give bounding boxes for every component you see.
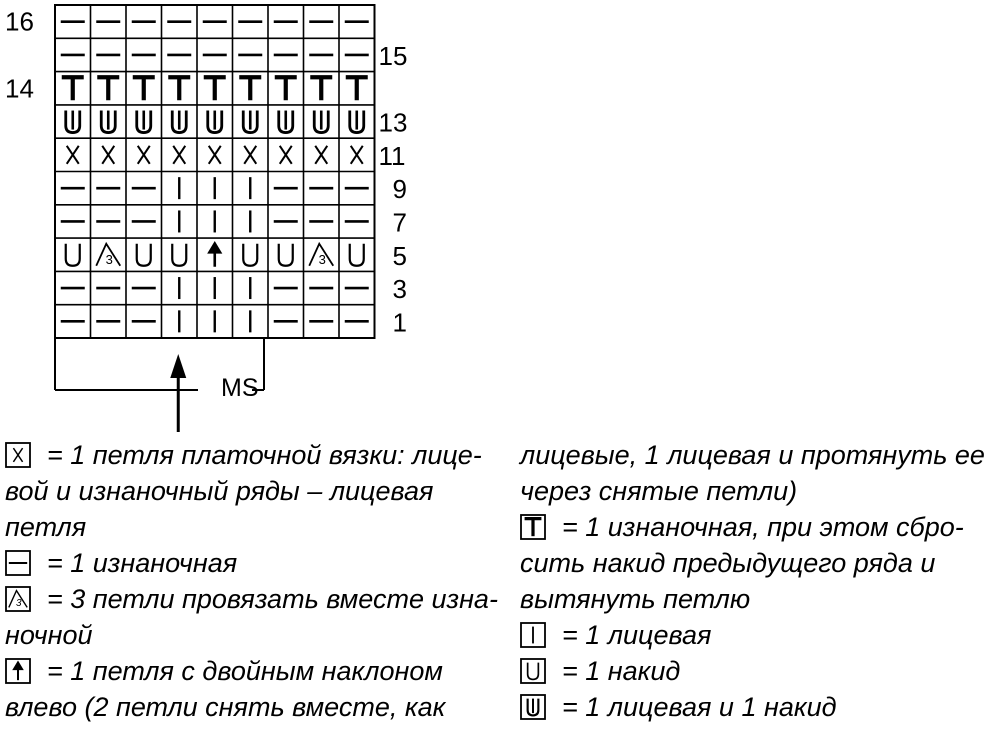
legend-symbol-knit-icon <box>520 622 546 648</box>
legend-line <box>520 617 1000 653</box>
legend-symbol-double-dec-icon <box>5 658 31 684</box>
legend-line <box>520 473 1000 509</box>
row-number-right: 3 <box>392 274 407 305</box>
chart-cell-knit-yo <box>66 111 80 133</box>
chart-cell-yo <box>243 244 257 266</box>
legend-text: = 1 изнаночная, при этом сбро- <box>562 512 964 542</box>
a3-subscript: 3 <box>15 597 22 609</box>
chart-cell-knit-tbl <box>67 146 79 164</box>
chart-cell-yo <box>350 244 364 266</box>
chart-cell-knit-yo <box>314 111 328 133</box>
legend-text: = 1 изнаночная <box>47 548 238 578</box>
a3-subscript: 3 <box>318 251 326 267</box>
chart-cell-knit-tbl <box>244 146 256 164</box>
row-number-left: 14 <box>5 73 34 104</box>
legend-text: петля <box>5 512 87 542</box>
row-number-right: 5 <box>392 240 407 271</box>
legend-text: влево (2 петли снять вместе, как <box>5 692 446 722</box>
chart-cell-purl3tog <box>96 244 120 267</box>
chart-cell-drop-yo <box>204 77 226 100</box>
chart-cell-knit-yo <box>279 111 293 133</box>
chart-cell-purl3tog <box>309 244 333 267</box>
chart-cell-drop-yo <box>62 77 84 100</box>
legend-entry-none <box>520 437 1000 509</box>
legend-line <box>520 509 1000 545</box>
legend-text: = 1 лицевая и 1 накид <box>562 692 837 722</box>
legend-line <box>520 689 1000 725</box>
chart-cell-drop-yo <box>275 77 297 100</box>
legend-line <box>520 437 1000 473</box>
legend-symbol-knit-tbl-icon <box>5 442 31 468</box>
chart-cell-knit-tbl <box>351 146 363 164</box>
legend-entry-purl <box>5 545 485 581</box>
chart-cell-yo <box>279 244 293 266</box>
legend-entry-knit <box>520 617 1000 653</box>
legend-text: = 3 петли провязать вместе изна- <box>47 584 498 614</box>
repeat-label: MS <box>221 374 259 402</box>
legend-text: через снятые петли) <box>520 476 798 506</box>
chart-cell-knit-yo <box>137 111 151 133</box>
legend-symbol-purl-icon <box>5 550 31 576</box>
legend-symbol-purl3tog-icon <box>5 586 31 612</box>
row-number-right: 9 <box>392 174 407 205</box>
legend-line <box>5 617 485 653</box>
legend-line <box>520 581 1000 617</box>
legend-entry-double-dec <box>5 653 485 725</box>
chart-cell-drop-yo <box>239 77 261 100</box>
legend-text: ночной <box>5 620 93 650</box>
legend-text: вытянуть петлю <box>520 584 751 614</box>
chart-cell-double-dec <box>209 243 221 267</box>
legend-entry-knit-yo <box>520 689 1000 725</box>
chart-cells <box>61 22 369 333</box>
center-arrow-head <box>170 354 186 378</box>
row-number-left: 16 <box>5 6 34 37</box>
legend-right-column <box>520 437 1000 725</box>
chart-cell-drop-yo <box>97 77 119 100</box>
legend-text: вой и изнаночный ряды – лицевая <box>5 476 434 506</box>
legend-text: сить накид предыдущего ряда и <box>520 548 936 578</box>
chart-cell-knit-tbl <box>173 146 185 164</box>
row-number-right: 11 <box>378 140 406 171</box>
chart-cell-knit-tbl <box>315 146 327 164</box>
chart-cell-knit-tbl <box>138 146 150 164</box>
legend-line <box>5 437 485 473</box>
chart-cell-drop-yo <box>133 77 155 100</box>
row-number-right: 13 <box>378 107 408 138</box>
legend-line <box>5 545 485 581</box>
legend-symbol-drop-yo-icon <box>520 514 546 540</box>
chart-cell-yo <box>172 244 186 266</box>
chart-cell-yo <box>66 244 80 266</box>
legend-line <box>5 689 485 725</box>
chart-cell-knit-yo <box>101 111 115 133</box>
legend-entry-knit-tbl <box>5 437 485 545</box>
chart-cell-drop-yo <box>168 77 190 100</box>
legend-line <box>520 545 1000 581</box>
legend-line <box>520 653 1000 689</box>
legend-symbol-yo-icon <box>520 658 546 684</box>
legend-line <box>5 653 485 689</box>
chart-cell-knit-yo <box>243 111 257 133</box>
legend-entry-yo <box>520 653 1000 689</box>
chart-cell-knit-yo <box>350 111 364 133</box>
knitting-chart <box>0 0 520 440</box>
row-number-right: 1 <box>392 307 407 338</box>
chart-cell-knit-yo <box>172 111 186 133</box>
repeat-bracket <box>55 338 264 432</box>
legend-text: = 1 лицевая <box>562 620 712 650</box>
chart-cell-knit-tbl <box>280 146 292 164</box>
legend-text: лицевые, 1 лицевая и протянуть ее <box>520 440 985 470</box>
legend-symbol-knit-yo-icon <box>520 694 546 720</box>
legend-line <box>5 581 498 617</box>
legend-text: = 1 петля платочной вязки: лице- <box>47 440 482 470</box>
legend-text: = 1 накид <box>562 656 681 686</box>
row-number-right: 15 <box>378 40 408 71</box>
chart-cell-yo <box>137 244 151 266</box>
legend-entry-purl3tog <box>5 581 498 653</box>
legend-line <box>5 473 485 509</box>
legend-entry-drop-yo <box>520 509 1000 617</box>
chart-cell-knit-tbl <box>209 146 221 164</box>
chart-cell-drop-yo <box>310 77 332 100</box>
chart-cell-knit-tbl <box>102 146 114 164</box>
row-number-right: 7 <box>392 207 407 238</box>
chart-cell-drop-yo <box>346 77 368 100</box>
legend-text: = 1 петля с двойным наклоном <box>47 656 443 686</box>
a3-subscript: 3 <box>105 251 113 267</box>
chart-cell-knit-yo <box>208 111 222 133</box>
legend-line <box>5 509 485 545</box>
legend-left-column <box>5 437 498 725</box>
